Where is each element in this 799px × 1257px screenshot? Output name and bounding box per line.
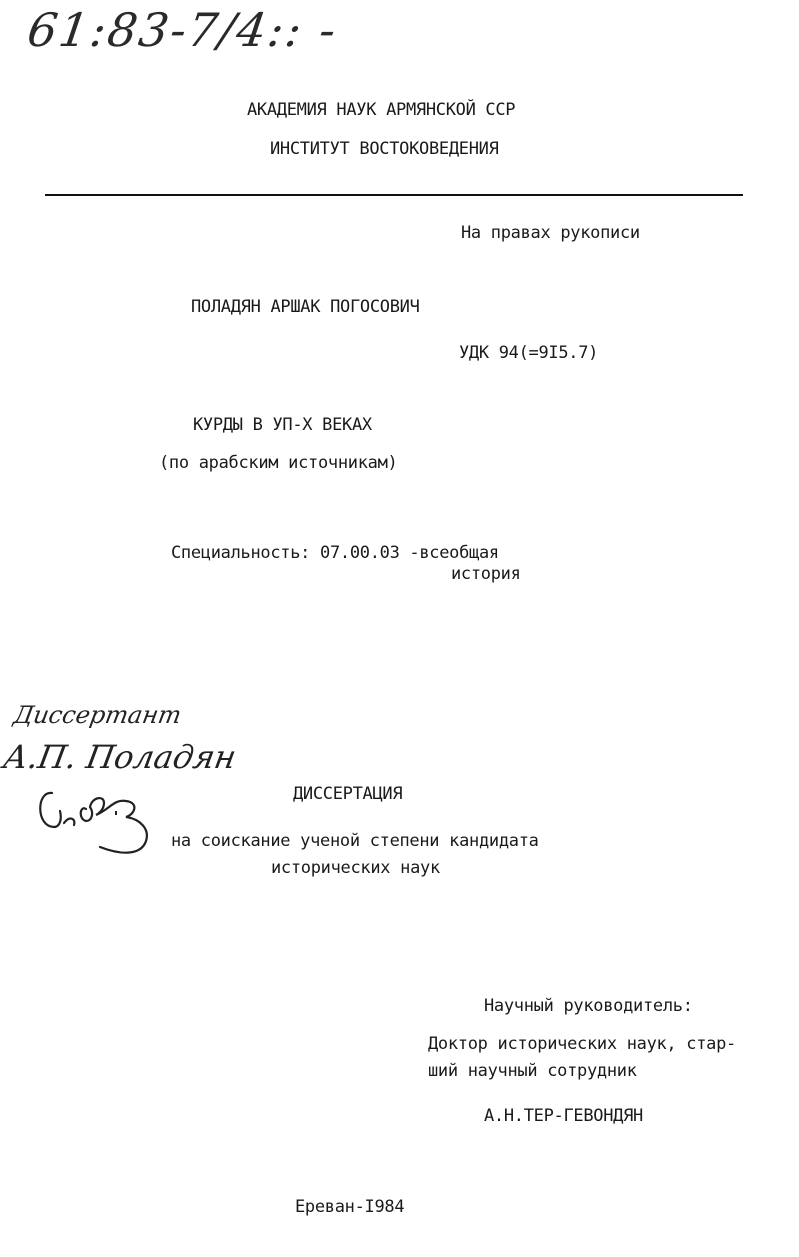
dissertation-degree-line2: исторических наук: [271, 858, 440, 878]
dissertation-subtitle: (по арабским источникам): [159, 453, 398, 473]
supervisor-title-line1: Доктор исторических наук, стар-: [428, 1034, 736, 1054]
institute-name: ИНСТИТУТ ВОСТОКОВЕДЕНИЯ: [270, 139, 499, 159]
academy-name: АКАДЕМИЯ НАУК АРМЯНСКОЙ ССР: [247, 100, 516, 120]
dissertation-heading: ДИССЕРТАЦИЯ: [293, 784, 403, 804]
supervisor-name: А.Н.ТЕР-ГЕВОНДЯН: [484, 1106, 643, 1126]
handwritten-archive-code: 61:83-7/4:: -: [24, 3, 342, 57]
dissertation-title: КУРДЫ В УП-Х ВЕКАХ: [193, 415, 372, 435]
udk-code: УДК 94(=9I5.7): [459, 343, 599, 363]
handwritten-author-name: А.П. Поладян: [0, 738, 240, 776]
supervisor-title-line2: ший научный сотрудник: [428, 1061, 637, 1081]
handwritten-author-label: Диссертант: [11, 701, 184, 729]
manuscript-rights: На правах рукописи: [461, 223, 640, 243]
specialty-line2: история: [451, 564, 521, 584]
specialty-line1: Специальность: 07.00.03 -всеобщая: [171, 543, 499, 563]
author-name: ПОЛАДЯН АРШАК ПОГОСОВИЧ: [191, 297, 420, 317]
supervisor-label: Научный руководитель:: [484, 996, 693, 1016]
header-divider: [45, 194, 743, 196]
place-and-year: Ереван-I984: [295, 1197, 405, 1217]
signature-scribble: [30, 775, 200, 865]
dissertation-degree-line1: на соискание ученой степени кандидата: [171, 831, 539, 851]
